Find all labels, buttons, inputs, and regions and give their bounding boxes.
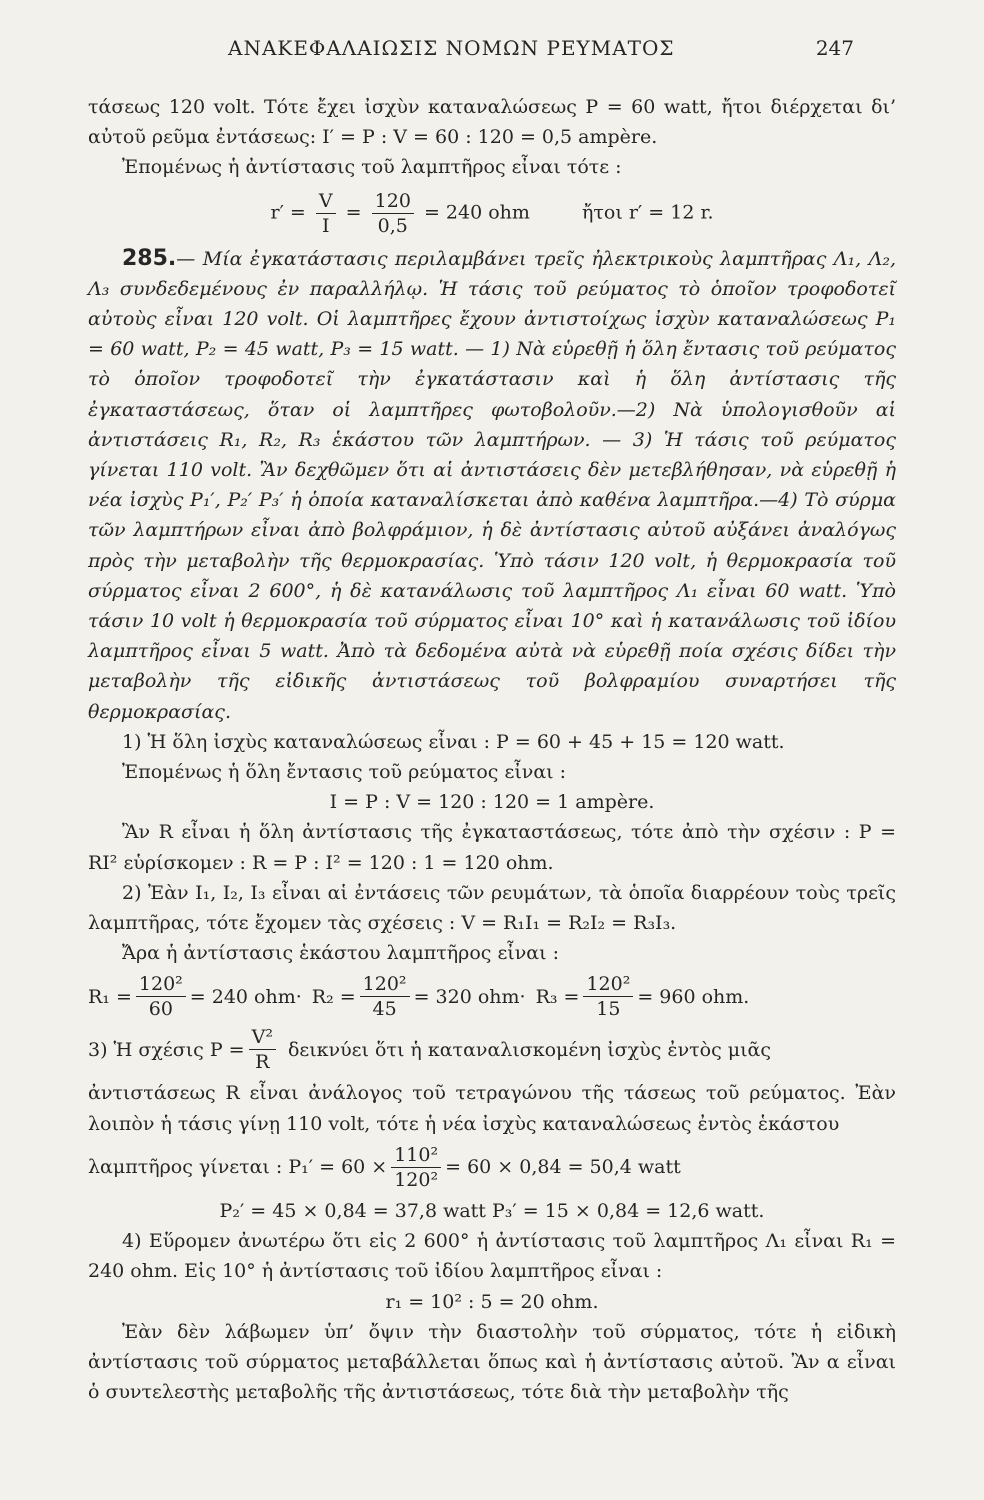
relation-lhs: 3) Ἡ σχέσις P = — [88, 1038, 245, 1061]
fraction — [360, 972, 410, 1021]
solution-paragraph: Ἂν R εἶναι ἡ ὅλη ἀντίστασις τῆς ἐγκαταστάσεως, τότε ἀπὸ τὴν σχέσιν : P = RI² εὑρίσκομεν : R = P : I² = 120 : 1 = 120 ohm. — [88, 821, 896, 874]
numerator: 120² — [583, 972, 633, 997]
denominator: 45 — [372, 998, 397, 1021]
page-body — [88, 92, 896, 1407]
denominator: 120² — [394, 1168, 439, 1191]
denominator: 0,5 — [377, 214, 408, 237]
eq-result: = 240 ohm — [423, 201, 530, 224]
running-title: ΑΝΑΚΕΦΑΛΑΙΩΣΙΣ ΝΟΜΩΝ ΡΕΥΜΑΤΟΣ — [228, 36, 675, 60]
solution-equation: r₁ = 10² : 5 = 20 ohm. — [385, 1290, 599, 1313]
problem-text: Μία ἐγκατάστασις περιλαμβάνει τρεῖς ἠλεκτρικοὺς λαμπτῆρας Λ₁, Λ₂, Λ₃ συνδεδεμένους ἐν παραλλήλῳ. Ἡ τάσις τοῦ ρεύματος τὸ ὁποῖον τροφοδοτεῖ αὐτοὺς εἶναι 120 volt. Οἱ λαμπτῆρες ἔχουν ἀντιστοίχως ἰσχὺν καταναλώσεως P₁ = 60 watt, P₂ = 45 watt, P₃ = 15 watt. — 1) Νὰ εὑρεθῇ ἡ ὅλη ἔντασις τοῦ ρεύματος τὸ ὁποῖον τροφοδοτεῖ τὴν ἐγκατάστασιν καὶ ἡ ὅλη ἀντίστασις τῆς ἐγκαταστάσεως, ὅταν οἱ λαμπτῆρες φωτοβολοῦν.—2) Νὰ ὑπολογισθοῦν αἱ ἀντιστάσεις R₁, R₂, R₃ ἑκάστου τῶν λαμπτήρων. — 3) Ἡ τάσις τοῦ ρεύματος γίνεται 110 volt. Ἂν δεχθῶμεν ὅτι αἱ ἀντιστάσεις δὲν μετεβλήθησαν, νὰ εὑρεθῇ ἡ νέα ἰσχὺς P₁′, P₂′ P₃′ ἡ ὁποία καταναλίσκεται ἀπὸ καθένα λαμπτῆρα.—4) Τὸ σύρμα τῶν λαμπτήρων εἶναι ἀπὸ βολφράμιον, ἡ δὲ ἀντίστασις αὐτοῦ αὐξάνει ἀναλόγως πρὸς τὴν μεταβολὴν τῆς θερμοκρασίας. Ὑπὸ τάσιν 120 volt, ἡ θερμοκρασία τοῦ σύρματος εἶναι 2 600°, ἡ δὲ κατανάλωσις τοῦ λαμπτῆρος Λ₁ εἶναι 60 watt. Ὑπὸ τάσιν 10 volt ἡ θερμοκρασία τοῦ σύρματος εἶναι 10° καὶ ἡ κατανάλωσις τοῦ ἰδίου λαμπτῆρος εἶναι 5 watt. Ἀπὸ τὰ δεδομένα αὐτὰ νὰ εὑρεθῇ ποία σχέσις δίδει τὴν μεταβολὴν τῆς εἰδικῆς ἀντιστάσεως τοῦ βολφραμίου συναρτήσει τῆς θερμοκρασίας. — [88, 247, 896, 723]
r3-result: = 960 ohm. — [637, 985, 750, 1008]
intro-line: Ἐπομένως ἡ ἀντίστασις τοῦ λαμπτῆρος εἶναι τότε : — [122, 156, 622, 179]
fraction — [391, 1143, 441, 1192]
solution-line: 1) Ἡ ὅλη ἰσχὺς καταναλώσεως εἶναι : P = 60 + 45 + 15 = 120 watt. — [122, 730, 785, 753]
fraction — [316, 189, 336, 238]
solution-equation: I = P : V = 120 : 120 = 1 ampère. — [329, 791, 655, 814]
fraction — [136, 972, 186, 1021]
denominator: 60 — [148, 998, 173, 1021]
numerator: 120 — [372, 189, 414, 214]
equals-sign: = — [345, 201, 362, 224]
resistances-equation — [88, 972, 896, 1021]
eq-lhs: r′ = — [270, 201, 306, 224]
numerator: 110² — [391, 1143, 441, 1168]
solution-paragraph: 4) Εὕρομεν ἀνωτέρω ὅτι εἰς 2 600° ἡ ἀντίστασις τοῦ λαμπτῆρος Λ₁ εἶναι R₁ = 240 ohm. Εἰς 10° ἡ ἀντίστασις τοῦ ἰδίου λαμπτῆρος εἶναι : — [88, 1230, 896, 1283]
solution-line: Ἐπομένως ἡ ὅλη ἔντασις τοῦ ρεύματος εἶναι : — [122, 761, 567, 784]
numerator: 120² — [136, 972, 186, 997]
problem-statement — [88, 244, 896, 727]
eq-tail: ἤτοι r′ = 12 r. — [582, 201, 714, 224]
fraction — [583, 972, 633, 1021]
page-header — [0, 36, 984, 66]
r2-result: = 320 ohm· — [413, 985, 526, 1008]
denominator: I — [322, 214, 330, 237]
r1-lhs: R₁ = — [88, 985, 132, 1008]
solution-line: Ἄρα ἡ ἀντίστασις ἑκάστου λαμπτῆρος εἶναι : — [122, 942, 560, 965]
intro-paragraph: τάσεως 120 volt. Τότε ἔχει ἰσχὺν καταναλώσεως P = 60 watt, ἤτοι διέρχεται δι’ αὐτοῦ ρεῦμα ἐντάσεως: I′ = P : V = 60 : 120 = 0,5 ampère. — [88, 96, 896, 149]
p1-result: = 60 × 0,84 = 50,4 watt — [445, 1156, 681, 1179]
p1-lhs: λαμπτῆρος γίνεται : P₁′ = 60 × — [88, 1156, 388, 1179]
fraction — [372, 189, 414, 238]
numerator: V — [316, 189, 336, 214]
numerator: 120² — [360, 972, 410, 997]
power-relation — [88, 1025, 896, 1074]
new-power-equation — [88, 1143, 896, 1192]
r1-result: = 240 ohm· — [189, 985, 302, 1008]
numerator: V² — [249, 1025, 276, 1050]
solution-paragraph: ἀντιστάσεως R εἶναι ἀνάλογος τοῦ τετραγώνου τῆς τάσεως τοῦ ρεύματος. Ἐὰν λοιπὸν ἡ τάσις γίνῃ 110 volt, τότε ἡ νέα ἰσχὺς καταναλώσεως ἐντὸς ἑκάστου — [88, 1082, 896, 1135]
problem-number: 285. — [122, 245, 177, 271]
solution-paragraph: 2) Ἐὰν I₁, I₂, I₃ εἶναι αἱ ἐντάσεις τῶν ρευμάτων, τὰ ὁποῖα διαρρέουν τοὺς τρεῖς λαμπτῆρας, τότε ἔχομεν τὰς σχέσεις : V = R₁I₁ = R₂I₂ = R₃I₃. — [88, 881, 896, 935]
resistance-equation — [88, 189, 896, 238]
denominator: 15 — [596, 998, 621, 1021]
r2-lhs: R₂ = — [311, 985, 356, 1008]
page-number: 247 — [815, 36, 854, 60]
solution-paragraph: Ἐὰν δὲν λάβωμεν ὑπ’ ὄψιν τὴν διαστολὴν τοῦ σύρματος, τότε ἡ εἰδικὴ ἀντίστασις τοῦ σύρματος μεταβάλλεται ὅπως καὶ ἡ ἀντίστασις αὐτοῦ. Ἂν α εἶναι ὁ συντελεστὴς μεταβολῆς τῆς ἀντιστάσεως, τότε διὰ τὴν μεταβολὴν τῆς — [88, 1320, 896, 1404]
relation-text: δεικνύει ὅτι ἡ καταναλισκομένη ἰσχὺς ἐντὸς μιᾶς — [287, 1038, 772, 1061]
problem-dash: — — [176, 247, 196, 270]
fraction — [249, 1025, 276, 1074]
solution-equation: P₂′ = 45 × 0,84 = 37,8 watt P₃′ = 15 × 0,84 = 12,6 watt. — [219, 1199, 765, 1222]
r3-lhs: R₃ = — [535, 985, 580, 1008]
denominator: R — [255, 1051, 270, 1074]
